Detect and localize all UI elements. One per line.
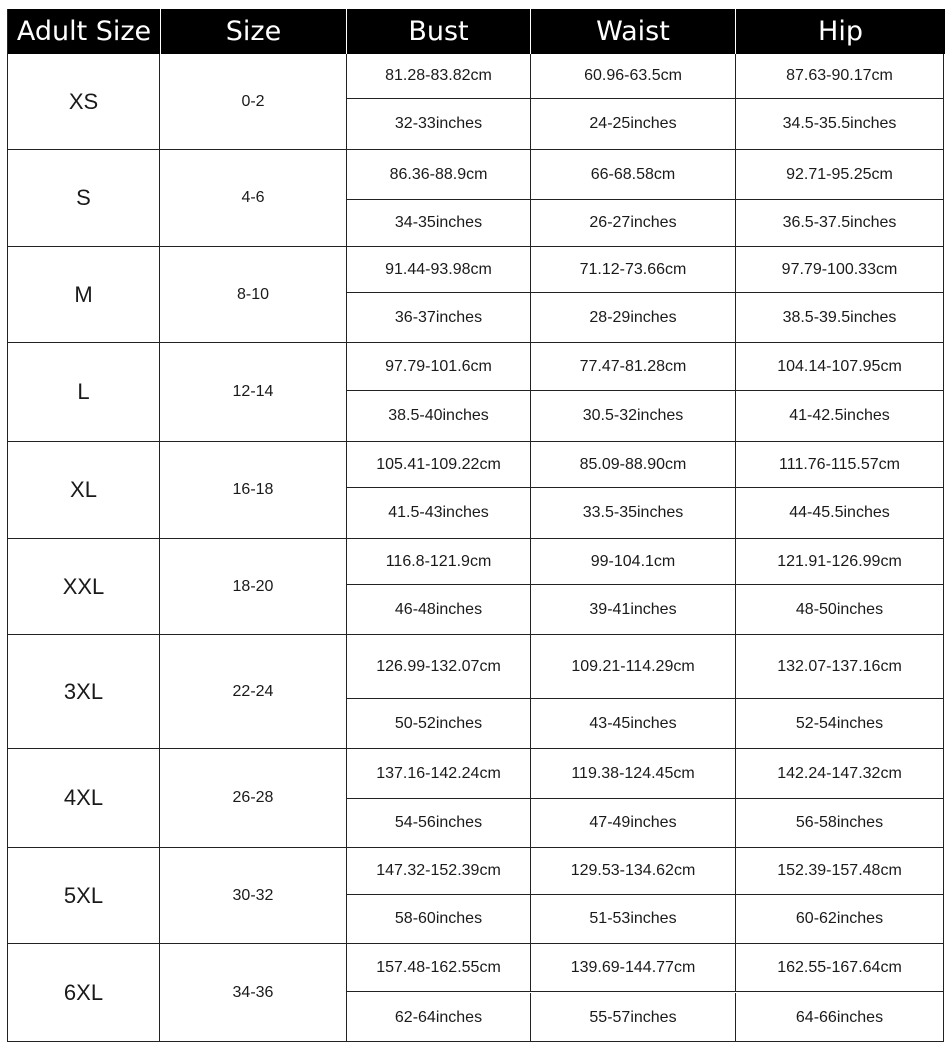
bust-cm-cell: 105.41-109.22cm bbox=[347, 442, 531, 488]
bust-inches-cell: 58-60inches bbox=[347, 895, 531, 943]
bust-inches-cell: 32-33inches bbox=[347, 99, 531, 149]
hip-inches-cell: 38.5-39.5inches bbox=[782, 308, 897, 326]
header-hip: Hip bbox=[736, 9, 945, 54]
hip-cm-cell: 92.71-95.25cm bbox=[736, 150, 943, 200]
header-waist: Waist bbox=[531, 9, 735, 54]
table-row bbox=[8, 247, 943, 343]
us-size-cell: 30-32 bbox=[160, 848, 347, 943]
bust-cm-cell: 116.8-121.9cm bbox=[347, 539, 531, 585]
bust-cm-cell: 91.44-93.98cm bbox=[347, 247, 531, 293]
hip-inches-cell: 48-50inches bbox=[795, 600, 884, 618]
us-size-cell: 12-14 bbox=[160, 343, 347, 441]
hip-cm-cell: 121.91-126.99cm bbox=[736, 539, 943, 585]
hip-cm-cell: 97.79-100.33cm bbox=[736, 247, 943, 293]
waist-cm-cell: 119.38-124.45cm bbox=[531, 749, 736, 799]
us-size-cell: 34-36 bbox=[160, 944, 347, 1042]
adult-size-cell: XXL bbox=[8, 539, 160, 634]
waist-inches-cell: 30.5-32inches bbox=[531, 391, 736, 441]
table-row bbox=[8, 343, 943, 442]
table-row bbox=[8, 442, 943, 539]
waist-cm-cell: 77.47-81.28cm bbox=[531, 343, 736, 391]
bust-cm-cell: 137.16-142.24cm bbox=[347, 749, 531, 799]
waist-inches-cell: 39-41inches bbox=[531, 585, 736, 634]
hip-inches-cell: 34.5-35.5inches bbox=[782, 115, 897, 132]
adult-size-cell: 4XL bbox=[8, 749, 160, 847]
header-adult-size: Adult Size bbox=[8, 9, 160, 54]
adult-size-cell: XS bbox=[8, 54, 160, 149]
waist-cm-cell: 99-104.1cm bbox=[531, 539, 736, 585]
waist-inches-cell: 55-57inches bbox=[531, 993, 736, 1042]
waist-cm-cell: 71.12-73.66cm bbox=[531, 247, 736, 293]
bust-cm-cell: 147.32-152.39cm bbox=[347, 848, 531, 895]
us-size-cell: 0-2 bbox=[160, 54, 347, 149]
header-bust: Bust bbox=[347, 9, 530, 54]
us-size-cell: 18-20 bbox=[160, 539, 347, 634]
hip-cm-cell: 162.55-167.64cm bbox=[736, 944, 943, 992]
hip-cm-cell: 111.76-115.57cm bbox=[736, 442, 943, 488]
adult-size-cell: 6XL bbox=[8, 944, 160, 1042]
hip-inches-cell: 52-54inches bbox=[795, 714, 884, 732]
bust-cm-cell: 97.79-101.6cm bbox=[347, 343, 531, 391]
table-row bbox=[8, 539, 943, 635]
waist-inches-cell: 24-25inches bbox=[531, 99, 736, 149]
bust-inches-cell: 34-35inches bbox=[347, 200, 531, 246]
waist-inches-cell: 47-49inches bbox=[531, 799, 736, 847]
us-size-cell: 26-28 bbox=[160, 749, 347, 847]
us-size-cell: 22-24 bbox=[160, 635, 347, 748]
hip-cm-cell: 87.63-90.17cm bbox=[736, 54, 943, 99]
adult-size-cell: 3XL bbox=[8, 635, 160, 748]
hip-cm-cell: 104.14-107.95cm bbox=[736, 343, 943, 391]
bust-inches-cell: 41.5-43inches bbox=[347, 488, 531, 538]
hip-inches-cell: 44-45.5inches bbox=[789, 504, 890, 521]
adult-size-cell: S bbox=[8, 150, 160, 246]
waist-inches-cell: 33.5-35inches bbox=[531, 488, 736, 538]
waist-inches-cell: 28-29inches bbox=[531, 293, 736, 342]
waist-cm-cell: 66-68.58cm bbox=[531, 150, 736, 200]
waist-cm-cell: 129.53-134.62cm bbox=[531, 848, 736, 895]
bust-inches-cell: 62-64inches bbox=[347, 993, 531, 1042]
waist-cm-cell: 60.96-63.5cm bbox=[531, 54, 736, 99]
table-row bbox=[8, 749, 943, 848]
bust-inches-cell: 50-52inches bbox=[347, 699, 531, 748]
adult-size-cell: M bbox=[8, 247, 160, 342]
adult-size-cell: XL bbox=[8, 442, 160, 538]
waist-inches-cell: 26-27inches bbox=[531, 200, 736, 246]
adult-size-cell: 5XL bbox=[8, 848, 160, 943]
adult-size-cell: L bbox=[8, 343, 160, 441]
waist-inches-cell: 43-45inches bbox=[531, 699, 736, 748]
us-size-cell: 4-6 bbox=[160, 150, 347, 246]
bust-cm-cell: 86.36-88.9cm bbox=[347, 150, 531, 200]
hip-inches-cell: 60-62inches bbox=[795, 910, 884, 927]
bust-cm-cell: 126.99-132.07cm bbox=[347, 635, 531, 699]
table-row bbox=[8, 54, 943, 150]
bust-cm-cell: 157.48-162.55cm bbox=[347, 944, 531, 992]
hip-cm-cell: 132.07-137.16cm bbox=[736, 635, 943, 699]
waist-cm-cell: 109.21-114.29cm bbox=[531, 635, 736, 699]
table-row bbox=[8, 944, 943, 1042]
hip-cm-cell: 152.39-157.48cm bbox=[736, 848, 943, 895]
table-row bbox=[8, 635, 943, 749]
waist-cm-cell: 85.09-88.90cm bbox=[531, 442, 736, 488]
bust-inches-cell: 54-56inches bbox=[347, 799, 531, 847]
waist-cm-cell: 139.69-144.77cm bbox=[531, 944, 736, 992]
header-size: Size bbox=[161, 9, 346, 54]
hip-inches-cell: 36.5-37.5inches bbox=[782, 214, 897, 231]
bust-cm-cell: 81.28-83.82cm bbox=[347, 54, 531, 99]
bust-inches-cell: 38.5-40inches bbox=[347, 391, 531, 441]
bust-inches-cell: 36-37inches bbox=[347, 293, 531, 342]
table-row bbox=[8, 848, 943, 944]
table-row bbox=[8, 150, 943, 247]
waist-inches-cell: 51-53inches bbox=[531, 895, 736, 943]
hip-inches-cell: 41-42.5inches bbox=[789, 407, 890, 424]
hip-inches-cell: 64-66inches bbox=[795, 1008, 884, 1026]
us-size-cell: 16-18 bbox=[160, 442, 347, 538]
us-size-cell: 8-10 bbox=[160, 247, 347, 342]
hip-inches-cell: 56-58inches bbox=[795, 814, 884, 831]
bust-inches-cell: 46-48inches bbox=[347, 585, 531, 634]
size-chart-table bbox=[7, 9, 944, 1042]
hip-cm-cell: 142.24-147.32cm bbox=[736, 749, 943, 799]
